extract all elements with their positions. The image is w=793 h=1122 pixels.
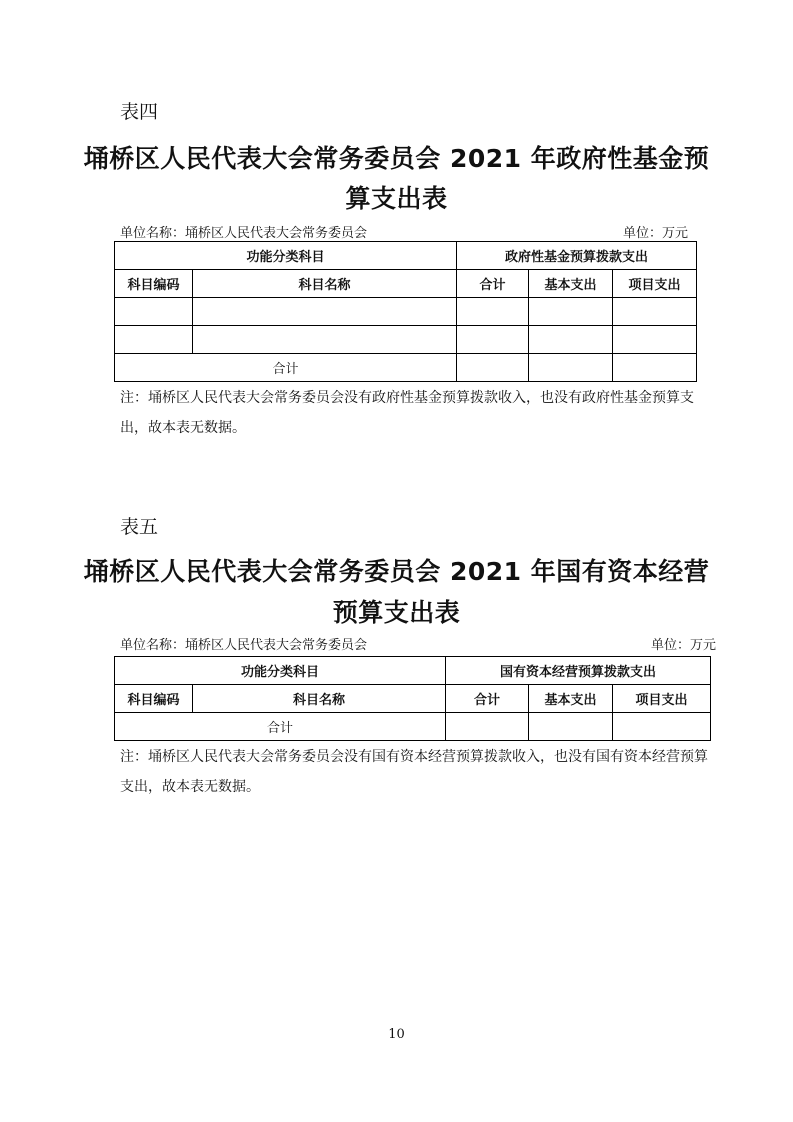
table5-col-basic: 基本支出	[529, 685, 613, 713]
table4-title-line1: 埇桥区人民代表大会常务委员会 2021 年政府性基金预	[83, 144, 710, 173]
table4-col-name: 科目名称	[193, 270, 457, 298]
table4-column-row	[115, 270, 697, 298]
table5	[114, 656, 711, 741]
table5-title-line2: 预算支出表	[332, 598, 461, 627]
table4-header-row	[115, 242, 697, 270]
table-cell	[115, 326, 193, 354]
table4-col-project: 项目支出	[613, 270, 697, 298]
table4-total-row	[115, 354, 697, 382]
table4-total-label: 合计	[115, 354, 457, 382]
table-cell	[613, 298, 697, 326]
table4	[114, 241, 697, 382]
table5-unit-name: 单位名称：埇桥区人民代表大会常务委员会	[120, 638, 368, 653]
table-row	[115, 326, 697, 354]
table4-header-right: 政府性基金预算拨款支出	[457, 242, 697, 270]
table4-col-basic: 基本支出	[529, 270, 613, 298]
table5-col-project: 项目支出	[613, 685, 711, 713]
table5-col-code: 科目编码	[115, 685, 193, 713]
table5-header-right: 国有资本经营预算拨款支出	[446, 657, 711, 685]
table4-unit: 单位：万元	[623, 226, 689, 241]
table-cell	[529, 713, 613, 741]
table-cell	[529, 326, 613, 354]
table5-total-label: 合计	[115, 713, 446, 741]
table-cell	[613, 713, 711, 741]
table-cell	[193, 298, 457, 326]
table5-note: 注：埇桥区人民代表大会常务委员会没有国有资本经营预算拨款收入，也没有国有资本经营预算支出，故本表无数据。	[120, 749, 708, 795]
table-cell	[613, 326, 697, 354]
table4-col-total: 合计	[457, 270, 529, 298]
page-number: 10	[388, 1027, 405, 1042]
table5-col-total: 合计	[446, 685, 529, 713]
table5-header-row	[115, 657, 711, 685]
table4-label: 表四	[120, 101, 159, 123]
table5-label: 表五	[120, 516, 159, 538]
table5-unit: 单位：万元	[651, 638, 717, 653]
table5-total-row	[115, 713, 711, 741]
table-cell	[457, 298, 529, 326]
table4-unit-name: 单位名称：埇桥区人民代表大会常务委员会	[120, 226, 368, 241]
table-cell	[457, 354, 529, 382]
table-cell	[115, 298, 193, 326]
table-cell	[446, 713, 529, 741]
table5-title-line1: 埇桥区人民代表大会常务委员会 2021 年国有资本经营	[83, 557, 710, 586]
table-cell	[613, 354, 697, 382]
table5-column-row	[115, 685, 711, 713]
table5-header-left: 功能分类科目	[115, 657, 446, 685]
table5-col-name: 科目名称	[193, 685, 446, 713]
table4-title-line2: 算支出表	[345, 184, 448, 213]
table-cell	[529, 354, 613, 382]
table4-header-left: 功能分类科目	[115, 242, 457, 270]
table4-col-code: 科目编码	[115, 270, 193, 298]
table-cell	[529, 298, 613, 326]
table-row	[115, 298, 697, 326]
table-cell	[457, 326, 529, 354]
table4-note: 注：埇桥区人民代表大会常务委员会没有政府性基金预算拨款收入，也没有政府性基金预算支出，故本表无数据。	[120, 390, 694, 436]
table-cell	[193, 326, 457, 354]
